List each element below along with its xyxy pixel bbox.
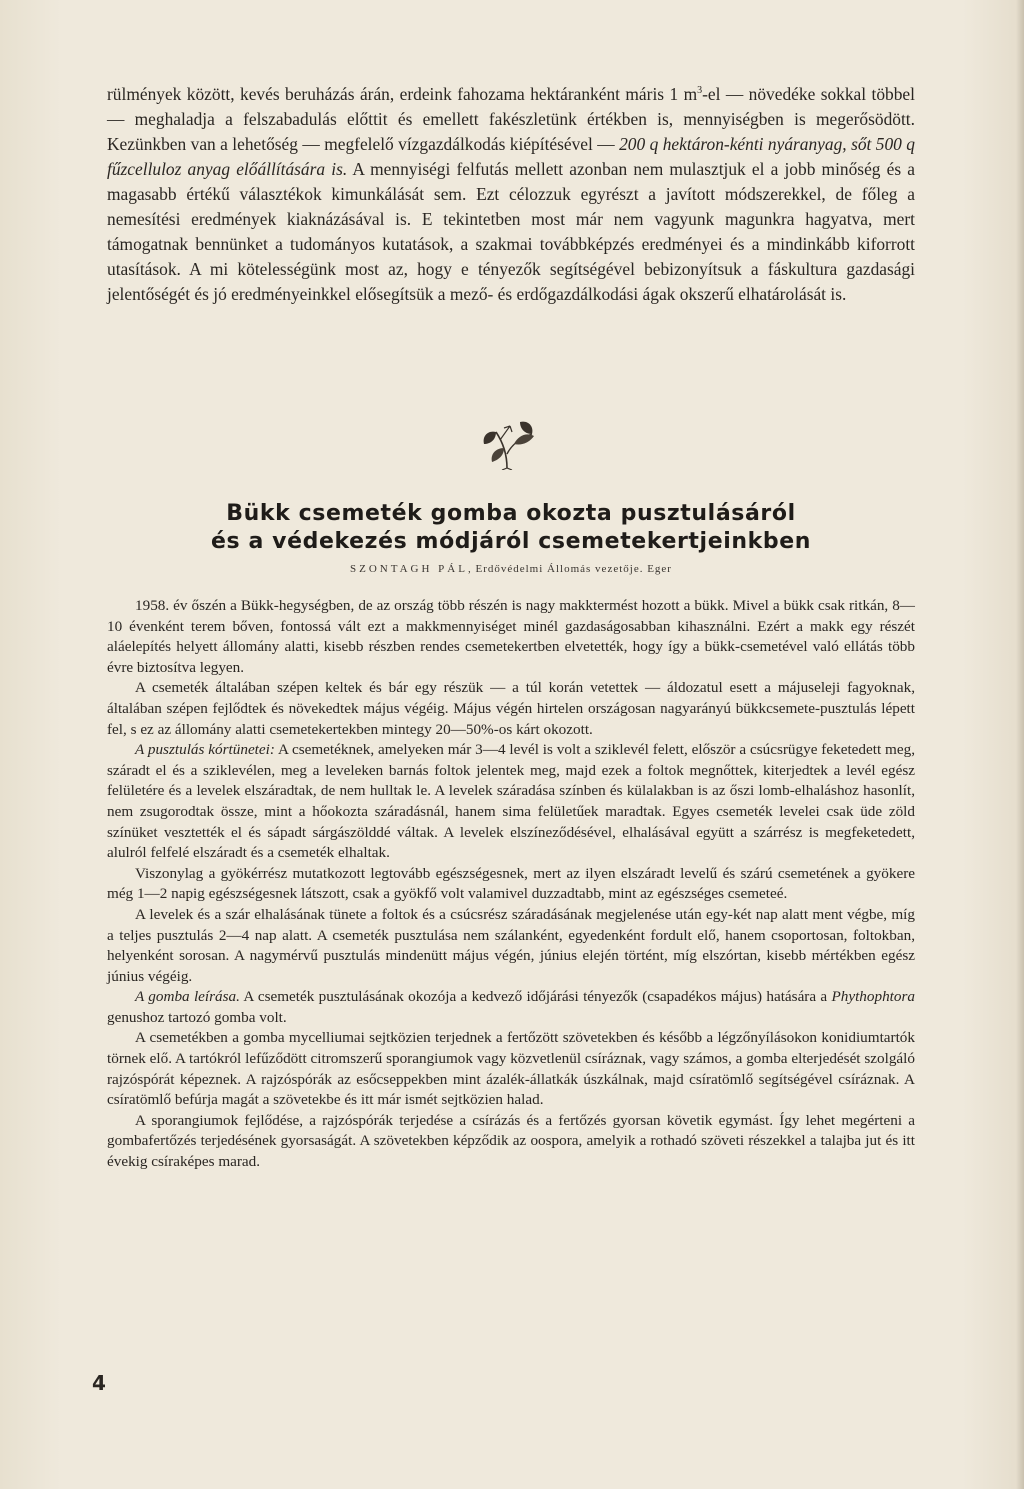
body-paragraph-2: A csemeték általában szépen keltek és bár egy részük — a túl korán vetettek — áldozatul esett a májuseleji fagyoknak, általában szépen fejlődtek és növekedtek május végéig. Május végén hirtelen országosan nagyarányú bükkcsemete-pusztulás lépett fel, s ez az állomány alatti csemetekertekben mintegy 20—50%-os kárt okozott. xyxy=(107,679,915,738)
genus-name: Phythophtora xyxy=(831,988,915,1006)
intro-text-1: rülmények között, kevés beruházás árán, erdeink fahozama hektáranként máris 1 m xyxy=(107,84,698,104)
symptoms-text: A csemetéknek, amelyeken már 3—4 levél is volt a sziklevél felett, először a csúcsrügye feketedett meg, száradt el és a sziklevélen, meg a leveleken barnás foltok jelentek meg, majd ezek a foltok megnőttek, kiterjedtek a levél egész felületére és a levelek elszáradtak, de nem hulltak le. A levelek száradása színben és külalakban is az őszi lomb-elhaláshoz hasonlít, nem zsugorodtak össze, mint a hőokozta száradásnál, hanem sima felületűek maradtak. Egyes csemeték levelei csak üde zöld színüket vesztették el és sápadt sárgászölddé váltak. A levelek elszíneződésével, elhalásával együtt a szárrész is megfeketedett, alulról felfelé elszáradt és a csemeték elhaltak. xyxy=(107,741,915,862)
fungus-text-b: genushoz tartozó gomba volt. xyxy=(107,1008,287,1026)
symptoms-label: A pusztulás kórtünetei: xyxy=(135,741,275,759)
article-title-line-2: és a védekezés módjáról csemetekertjeinkben xyxy=(211,529,811,554)
intro-italic-phrase: 200 q hektáron-kénti nyáranyag, sőt 500 q fűzcelluloz anyag előállítására is. xyxy=(107,134,915,179)
body-paragraph-4: Viszonylag a gyökérrész mutatkozott legtovább egészségesnek, mert az ilyen elszáradt levelű és szárú csemetének a gyökere még 1—2 napig egészségesnek látszott, csak a gyökfő volt valamivel duzzadtabb, mint az egészséges csemeteé. xyxy=(107,864,915,903)
intro-text-2: -el — növedéke sokkal többel — meghaladja a felszabadulás előttit és emellett fakészletünk értékben is, mennyiségben is megerősödött. Kezünkben van a lehetőség — megfelelő vízgazdálkodás kiépítésével — xyxy=(107,84,915,154)
author-affiliation: , Erdővédelmi Állomás vezetője. Eger xyxy=(467,563,672,575)
author-name: SZONTAGH PÁL xyxy=(350,563,468,575)
article-title xyxy=(107,500,915,556)
body-paragraph-8: A sporangiumok fejlődése, a rajzóspórák terjedése a csírázás és a fertőzés gyorsan követik egymást. Így lehet megérteni a gombafertőzés terjedésének gyorsaságát. A szövetekben képződik az oospora, amelyik a rothadó szöveti részekkel a talajba jut és itt évekig csíraképes marad. xyxy=(107,1111,915,1171)
leaf-ornament-icon xyxy=(474,418,540,470)
body-paragraph-6 xyxy=(107,987,915,1028)
article-title-line-1: Bükk csemeték gomba okozta pusztulásáról xyxy=(226,501,796,526)
body-paragraph-7: A csemetékben a gomba mycelliumai sejtközien terjednek a fertőzött szövetekben és később a légzőnyílásokon konidiumtartók törnek elő. A tartókról lefűződött citromszerű sporangiumok vagy közvetlenül csíráznak, vagy számos, a gomba elterjedését szolgáló rajzóspórát képeznek. A rajzóspórák az esőcseppekben mint ázalék-állatkák úszkálnak, majd csíratömlő segítségével csíráznak. A csíratömlő befúrja magát a szövetekbe és itt már ismét sejtközien halad. xyxy=(107,1029,915,1109)
fungus-description-label: A gomba leírása. xyxy=(135,988,240,1006)
intro-text-3: A mennyiségi felfutás mellett azonban nem mulasztjuk el a jobb minőség és a magasabb értékű választékok kimunkálását sem. Ezt célozzuk egyrészt a javított módszerekkel, de főleg a nemesítési eredmények kiaknázásával is. E tekintetben most már nem vagyunk magunkra hagyatva, mert támogatnak bennünket a tudományos kutatások, a szakmai továbbképzés eredményei és a mindinkább kiforrott utasítások. A mi kötelességünk most az, hogy e tényezők segítségével bebizonyítsuk a fáskultura gazdasági jelentőségét és jó eredményeinkkel elősegítsük a mező- és erdőgazdálkodási ágak okszerű elhatárolását is. xyxy=(107,159,916,304)
body-paragraph-5: A levelek és a szár elhalásának tünete a foltok és a csúcsrész száradásának megjelenése után egy-két nap alatt ment végbe, míg a teljes pusztulás 2—4 nap alatt. A csemeték pusztulása nem szálanként, egyedenként fordult elő, hanem csoportosan, foltokban, helyenként sorosan. A nagymérvű pusztulás mindenütt május végén, június elején történt, míg elszórtan, kisebb mértékben egész június végéig. xyxy=(107,905,915,985)
article-body xyxy=(107,596,915,1173)
body-paragraph-1: 1958. év őszén a Bükk-hegységben, de az ország több részén is nagy makktermést hozott a bükk. Mivel a bükk csak ritkán, 8—10 évenként terem bőven, fontossá vált ezt a makkmennyiséget minél gazdaságosabban kihasználni. Ezért a makk egy részét aláelepítés helyett állomány alatti, kisebb részben rendes csemetekertben elvetették, hogy így a bükk-csemetével való ellátás több évre biztosítva legyen. xyxy=(107,597,915,676)
fungus-text-a: A csemeték pusztulásának okozója a kedvező időjárási tényezők (csapadékos május) hatására a xyxy=(239,988,832,1006)
intro-paragraph xyxy=(107,82,915,307)
page-number: 4 xyxy=(92,1371,106,1395)
article-byline xyxy=(107,563,915,575)
intro-superscript: 3 xyxy=(697,85,703,97)
page-edge-shadow xyxy=(1016,0,1024,1489)
body-paragraph-3 xyxy=(107,740,915,864)
